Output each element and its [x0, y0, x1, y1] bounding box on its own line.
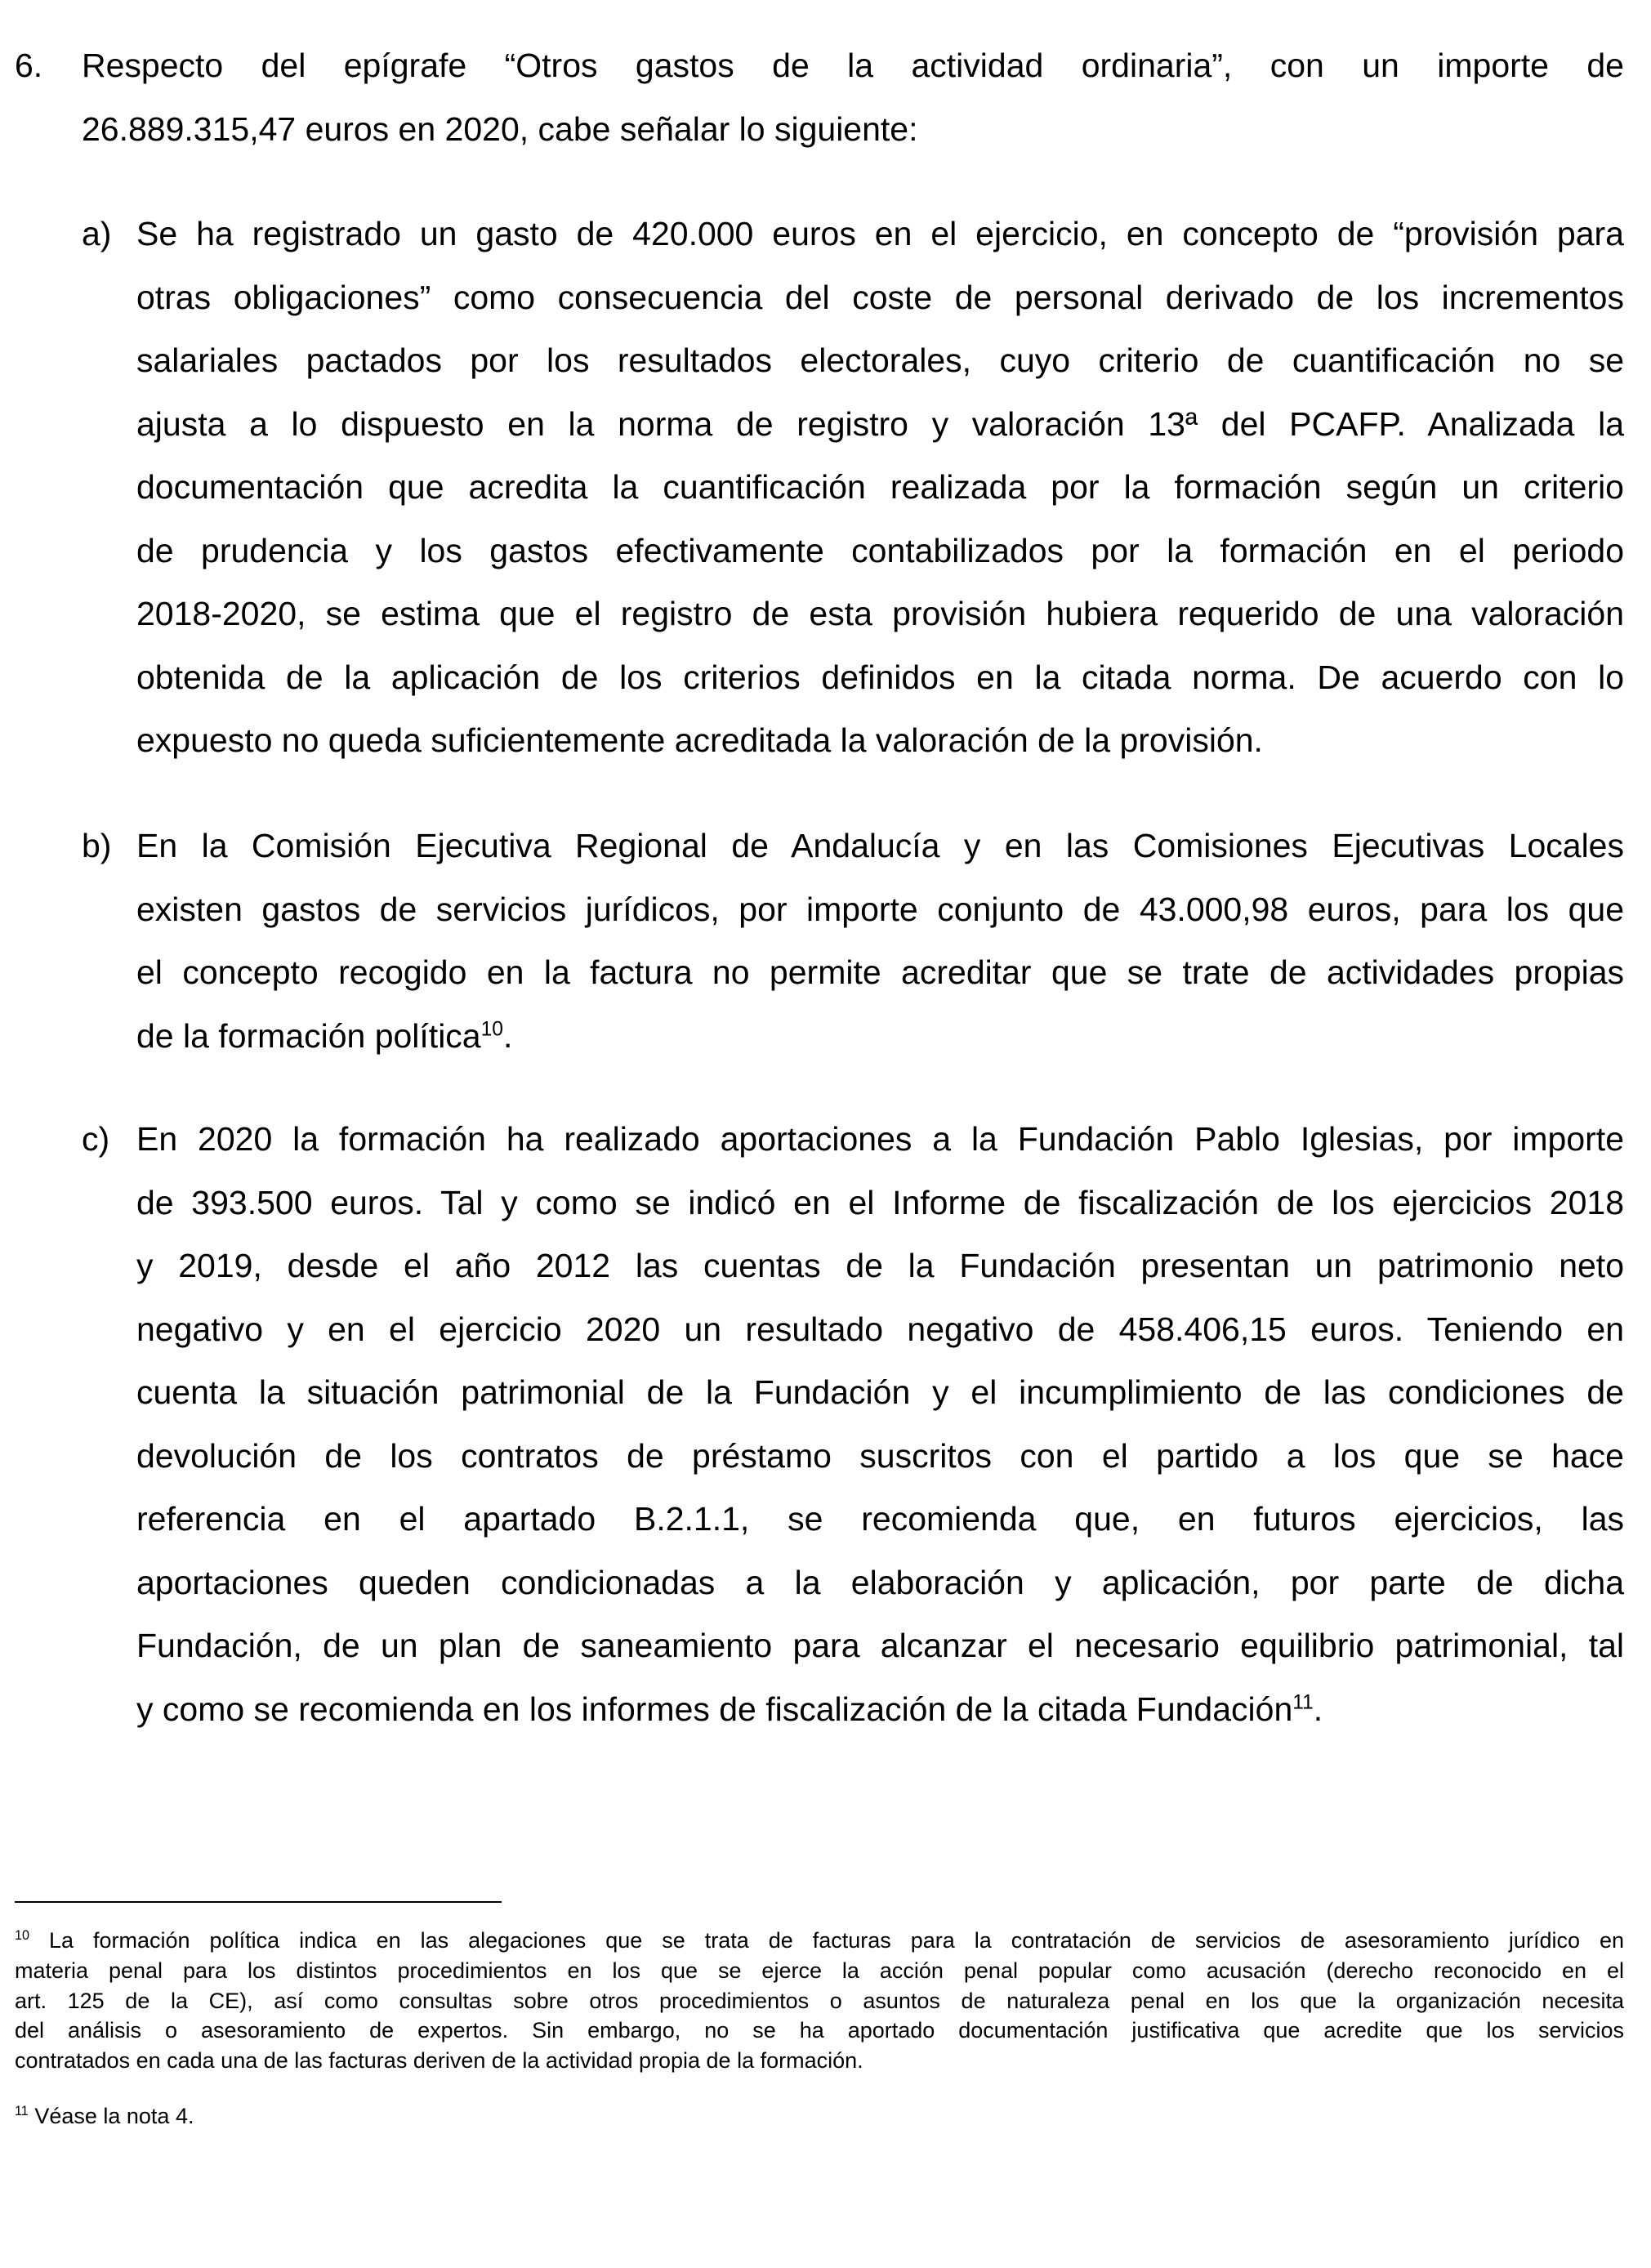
text-line [136, 393, 1624, 457]
line-text: de prudencia y los gastos efectivamente contabilizados por la formación en el periodo [136, 531, 1624, 569]
text-line [15, 1986, 1624, 2016]
line-text: Respecto del epígrafe “Otros gastos de la actividad ordinaria”, con un importe de [82, 47, 1624, 84]
line-text: y como se recomienda en los informes de fiscalización de la citada Fundación [136, 1690, 1293, 1728]
footnote-reference[interactable]: 11 [1292, 1690, 1314, 1713]
footnote-number: 10 [15, 1928, 30, 1943]
line-text: de 393.500 euros. Tal y como se indicó en el Informe de fiscalización de los ejercicios 2018 [136, 1183, 1624, 1221]
line-text: En la Comisión Ejecutiva Regional de Andalucía y en las Comisiones Ejecutivas Locales [136, 827, 1624, 864]
line-text: Véase la nota 4. [34, 2104, 194, 2128]
line-text: referencia en el apartado B.2.1.1, se recomienda que, en futuros ejercicios, las [136, 1500, 1624, 1538]
text-line [136, 1361, 1624, 1425]
text-line [15, 2101, 1624, 2132]
text-line [15, 2016, 1624, 2046]
footnote-reference[interactable]: 10 [480, 1017, 503, 1040]
sentence-end: . [1313, 1690, 1323, 1728]
text-line [136, 1108, 1624, 1172]
text-line [136, 1425, 1624, 1489]
line-text: documentación que acredita la cuantificación realizada por la formación según un criterio [136, 468, 1624, 506]
line-text: aportaciones queden condicionadas a la elaboración y aplicación, por parte de dicha [136, 1563, 1624, 1601]
line-text: cuenta la situación patrimonial de la Fundación y el incumplimiento de las condiciones de [136, 1373, 1624, 1411]
line-text: obtenida de la aplicación de los criterios definidos en la citada norma. De acuerdo con lo [136, 658, 1624, 696]
text-line [136, 456, 1624, 520]
paragraph-a [136, 203, 1624, 773]
text-line [15, 1956, 1624, 1986]
text-line [136, 1551, 1624, 1615]
line-text: 2018-2020, se estima que el registro de esta provisión hubiera requerido de una valoración [136, 595, 1624, 632]
text-line [136, 203, 1624, 266]
line-text: expuesto no queda suficientemente acreditada la valoración de la provisión. [136, 721, 1263, 759]
text-line [136, 646, 1624, 710]
line-text: materia penal para los distintos procedimientos en los que se ejerce la acción penal popular como acusación (derecho reconocido en el [15, 1958, 1624, 1983]
text-line [136, 520, 1624, 583]
line-text: el concepto recogido en la factura no permite acreditar que se trate de actividades propias [136, 953, 1624, 991]
line-text: devolución de los contratos de préstamo suscritos con el partido a los que se hace [136, 1436, 1624, 1475]
line-text: contratados en cada una de las facturas deriven de la actividad propia de la formación. [15, 2048, 863, 2074]
text-line [136, 1488, 1624, 1551]
text-line [136, 1678, 1624, 1742]
text-line [82, 34, 1624, 98]
line-text: 26.889.315,47 euros en 2020, cabe señalar lo siguiente: [82, 109, 918, 148]
paragraph-6 [82, 34, 1624, 161]
text-line [136, 1005, 1624, 1069]
line-text: de la formación política [136, 1016, 481, 1055]
line-text: y 2019, desde el año 2012 las cuentas de la Fundación presentan un patrimonio neto [136, 1247, 1624, 1284]
text-line [136, 878, 1624, 942]
line-text: del análisis o asesoramiento de expertos. Sin embargo, no se ha aportado documentación justificativa que acredite que los servicios [15, 2018, 1624, 2043]
line-text: En 2020 la formación ha realizado aportaciones a la Fundación Pablo Iglesias, por importe [136, 1120, 1624, 1158]
footnote-11 [15, 2101, 1624, 2132]
line-text: art. 125 de la CE), así como consultas sobre otros procedimientos o asuntos de naturaleza penal en los que la organización necesita [15, 1988, 1624, 2013]
text-line [136, 709, 1624, 773]
text-line [136, 266, 1624, 330]
text-line [136, 1172, 1624, 1235]
item-marker-b: b) [82, 827, 112, 864]
footnote-number: 11 [15, 2104, 29, 2118]
paragraph-b [136, 815, 1624, 1068]
item-marker-c: c) [82, 1120, 110, 1158]
item-marker-6: 6. [15, 47, 43, 84]
line-text: ajusta a lo dispuesto en la norma de registro y valoración 13ª del PCAFP. Analizada la [136, 404, 1624, 443]
line-text: otras obligaciones” como consecuencia del coste de personal derivado de los incrementos [136, 278, 1624, 316]
line-text: Se ha registrado un gasto de 420.000 euros en el ejercicio, en concepto de “provisión para [136, 215, 1624, 252]
text-line [136, 1234, 1624, 1298]
text-line [136, 583, 1624, 646]
text-line [136, 815, 1624, 878]
text-line [136, 941, 1624, 1005]
line-text: salariales pactados por los resultados electorales, cuyo criterio de cuantificación no se [136, 342, 1624, 379]
footnote-10 [15, 1926, 1624, 2076]
text-line [136, 1298, 1624, 1362]
text-line [82, 98, 1624, 162]
sentence-end: . [502, 1016, 513, 1055]
footnote-separator [15, 1901, 502, 1903]
text-line [136, 1614, 1624, 1678]
paragraph-c [136, 1108, 1624, 1741]
line-text: existen gastos de servicios jurídicos, por importe conjunto de 43.000,98 euros, para los que [136, 890, 1624, 928]
text-line [15, 1926, 1624, 1956]
text-line [136, 329, 1624, 393]
line-text: Fundación, de un plan de saneamiento para alcanzar el necesario equilibrio patrimonial, tal [136, 1627, 1624, 1664]
line-text: negativo y en el ejercicio 2020 un resultado negativo de 458.406,15 euros. Teniendo en [136, 1310, 1624, 1348]
item-marker-a: a) [82, 215, 112, 252]
text-line [15, 2046, 1624, 2076]
line-text: La formación política indica en las alegaciones que se trata de facturas para la contratación de servicios de asesoramiento jurídico en [49, 1928, 1624, 1953]
